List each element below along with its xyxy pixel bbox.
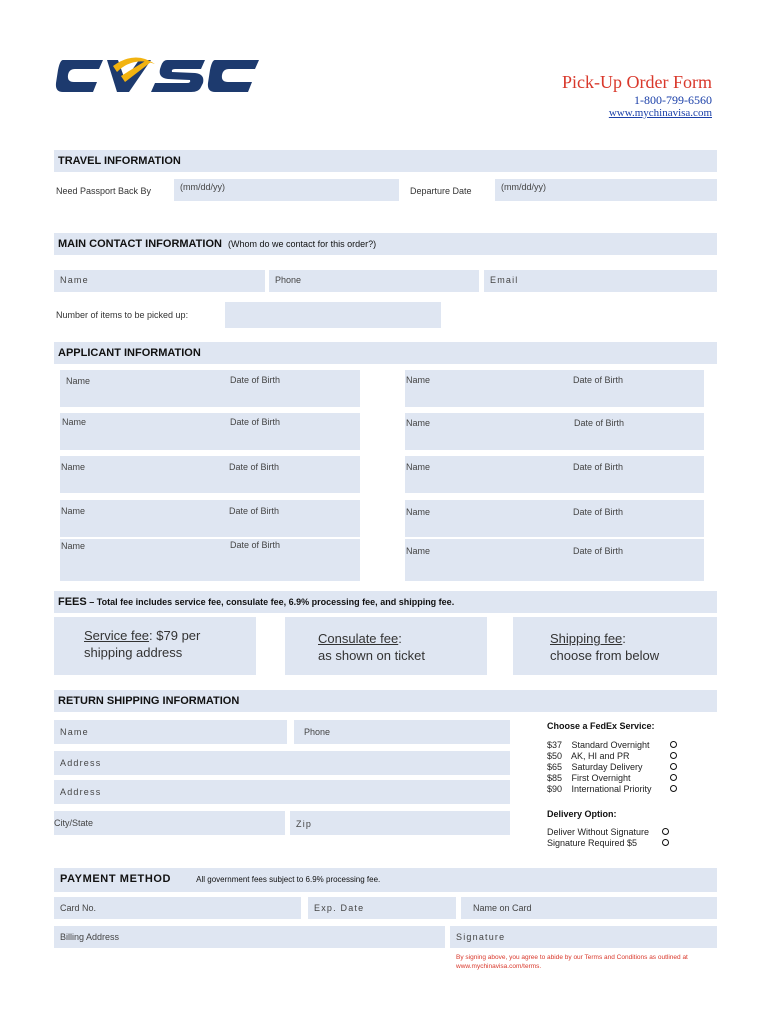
billing-address-field[interactable] (54, 926, 445, 948)
service-fee-value-line2: shipping address (84, 645, 183, 660)
fedex-option-name: First Overnight (571, 773, 631, 783)
applicant-dob-label: Date of Birth (230, 375, 281, 385)
applicant-dob-label: Date of Birth (230, 540, 281, 550)
fedex-option-name: Standard Overnight (571, 740, 650, 750)
contact-name-label: Name (60, 275, 89, 285)
applicant-name-label: Name (66, 376, 91, 386)
return-name-label: Name (60, 727, 89, 737)
items-count-label: Number of items to be picked up: (56, 310, 189, 320)
fedex-ak-hi-pr-radio[interactable] (670, 752, 677, 759)
fedex-option-price: $37 (547, 740, 563, 750)
contact-phone-label: Phone (275, 275, 302, 285)
applicant-name-label: Name (406, 418, 431, 428)
signature-required-radio[interactable] (662, 839, 669, 846)
passport-date-placeholder: (mm/dd/yy) (180, 182, 225, 192)
passport-back-date-field[interactable] (174, 179, 399, 201)
return-address2-label: Address (60, 787, 102, 797)
return-address1-field[interactable] (54, 751, 510, 775)
cvsc-logo-graphic (55, 56, 260, 96)
applicant-name-label: Name (406, 546, 431, 556)
fedex-first-overnight-radio[interactable] (670, 774, 677, 781)
service-fee-box (54, 617, 256, 675)
return-shipping-heading: RETURN SHIPPING INFORMATION (58, 695, 240, 707)
card-number-label: Card No. (60, 903, 97, 913)
fedex-standard-overnight-radio[interactable] (670, 741, 677, 748)
applicant-name-label: Name (406, 507, 431, 517)
return-zip-field[interactable] (290, 811, 510, 835)
consulate-fee-label: Consulate fee (318, 631, 399, 646)
applicant-7-field[interactable] (60, 500, 360, 537)
payment-note: All government fees subject to 6.9% processing fee. (196, 875, 381, 884)
fedex-option-standard-overnight[interactable] (547, 740, 650, 750)
applicant-9-field[interactable] (60, 539, 360, 581)
applicant-name-label: Name (406, 462, 431, 472)
signature-required-option[interactable] (547, 838, 637, 848)
consulate-fee-colon: : (398, 631, 402, 646)
applicant-dob-label: Date of Birth (229, 462, 280, 472)
consulate-fee-value: as shown on ticket (318, 648, 425, 663)
card-number-field[interactable] (54, 897, 301, 919)
delivery-option-name: Signature Required $5 (547, 838, 638, 848)
applicant-dob-label: Date of Birth (230, 417, 281, 427)
applicant-name-label: Name (61, 506, 86, 516)
name-on-card-field[interactable] (461, 897, 717, 919)
fees-description: – Total fee includes service fee, consulate fee, 6.9% processing fee, and shipping fee. (86, 597, 455, 607)
terms-link[interactable]: www.mychinavisa.com/terms. (456, 963, 542, 970)
delivery-option-heading: Delivery Option: (547, 809, 617, 819)
fees-heading: FEES (58, 596, 87, 608)
applicant-section-header (54, 342, 717, 364)
fedex-international-priority-radio[interactable] (670, 785, 677, 792)
shipping-fee-value: choose from below (550, 648, 660, 663)
delivery-option-name: Deliver Without Signature (547, 827, 650, 837)
contact-phone-field[interactable] (269, 270, 479, 292)
fedex-option-name: AK, HI and PR (571, 751, 630, 761)
return-phone-label: Phone (304, 727, 331, 737)
fedex-option-ak-hi-pr[interactable] (547, 751, 630, 761)
applicant-8-field[interactable] (405, 500, 704, 537)
applicant-2-field[interactable] (405, 370, 704, 407)
applicant-6-field[interactable] (405, 456, 704, 493)
applicant-heading: APPLICANT INFORMATION (58, 347, 201, 359)
fedex-option-name: International Priority (571, 784, 652, 794)
applicant-4-field[interactable] (405, 413, 704, 450)
fedex-option-price: $50 (547, 751, 563, 761)
applicant-3-field[interactable] (60, 413, 360, 450)
applicant-dob-label: Date of Birth (574, 418, 625, 428)
return-phone-field[interactable] (294, 720, 510, 744)
contact-section-header (54, 233, 717, 255)
fedex-option-saturday-delivery[interactable] (547, 762, 643, 772)
departure-date-placeholder: (mm/dd/yy) (501, 182, 546, 192)
shipping-fee-box (513, 617, 717, 675)
travel-heading: TRAVEL INFORMATION (58, 155, 181, 167)
phone-number: 1-800-799-6560 (634, 93, 712, 107)
applicant-dob-label: Date of Birth (573, 462, 624, 472)
fedex-option-price: $90 (547, 784, 563, 794)
contact-name-field[interactable] (54, 270, 265, 292)
items-count-field[interactable] (225, 302, 441, 328)
travel-section-header (54, 150, 717, 172)
fedex-option-international-priority[interactable] (547, 784, 652, 794)
applicant-dob-label: Date of Birth (573, 507, 624, 517)
consulate-fee-box (285, 617, 487, 675)
applicant-dob-label: Date of Birth (229, 506, 280, 516)
exp-date-label: Exp. Date (314, 903, 365, 913)
return-address2-field[interactable] (54, 780, 510, 804)
fedex-option-name: Saturday Delivery (571, 762, 643, 772)
signature-field[interactable] (450, 926, 717, 948)
form-title: Pick-Up Order Form (562, 72, 712, 92)
service-fee-value: : $79 per (149, 628, 201, 643)
name-on-card-label: Name on Card (473, 903, 532, 913)
return-shipping-section-header (54, 690, 717, 712)
applicant-name-label: Name (406, 375, 431, 385)
terms-line-1: By signing above, you agree to abide by our Terms and Conditions as outlined at (456, 954, 688, 961)
shipping-fee-colon: : (622, 631, 626, 646)
applicant-dob-label: Date of Birth (573, 375, 624, 385)
fedex-option-price: $85 (547, 773, 563, 783)
return-address1-label: Address (60, 758, 102, 768)
passport-back-label: Need Passport Back By (56, 186, 152, 196)
contact-subheading: (Whom do we contact for this order?) (228, 239, 377, 249)
billing-address-label: Billing Address (60, 932, 120, 942)
applicant-5-field[interactable] (60, 456, 360, 493)
applicant-name-label: Name (62, 417, 87, 427)
return-city-state-label: City/State (54, 818, 94, 828)
contact-heading: MAIN CONTACT INFORMATION (58, 238, 222, 250)
logo (55, 56, 260, 96)
fees-section-header (54, 591, 717, 613)
return-name-field[interactable] (54, 720, 287, 744)
applicant-1-field[interactable] (60, 370, 360, 407)
applicant-dob-label: Date of Birth (573, 546, 624, 556)
return-zip-label: Zip (296, 819, 313, 829)
signature-label: Signature (456, 932, 506, 942)
payment-section-header (54, 868, 717, 892)
website-link[interactable]: www.mychinavisa.com (608, 107, 712, 119)
delivery-without-signature-radio[interactable] (662, 828, 669, 835)
exp-date-field[interactable] (308, 897, 456, 919)
fedex-saturday-delivery-radio[interactable] (670, 763, 677, 770)
applicant-10-field[interactable] (405, 539, 704, 581)
payment-heading: PAYMENT METHOD (60, 873, 172, 885)
fedex-service-heading: Choose a FedEx Service: (547, 721, 655, 731)
applicant-name-label: Name (61, 541, 86, 551)
delivery-without-signature-option[interactable] (547, 827, 649, 837)
terms-notice (456, 953, 688, 971)
contact-email-field[interactable] (484, 270, 717, 292)
return-city-state-field[interactable] (54, 811, 285, 835)
contact-email-label: Email (490, 275, 519, 285)
shipping-fee-label: Shipping fee (550, 631, 623, 646)
fedex-option-price: $65 (547, 762, 563, 772)
service-fee-label: Service fee (84, 628, 150, 643)
departure-date-label: Departure Date (410, 186, 472, 196)
fedex-option-first-overnight[interactable] (547, 773, 631, 783)
applicant-name-label: Name (61, 462, 86, 472)
departure-date-field[interactable] (495, 179, 717, 201)
